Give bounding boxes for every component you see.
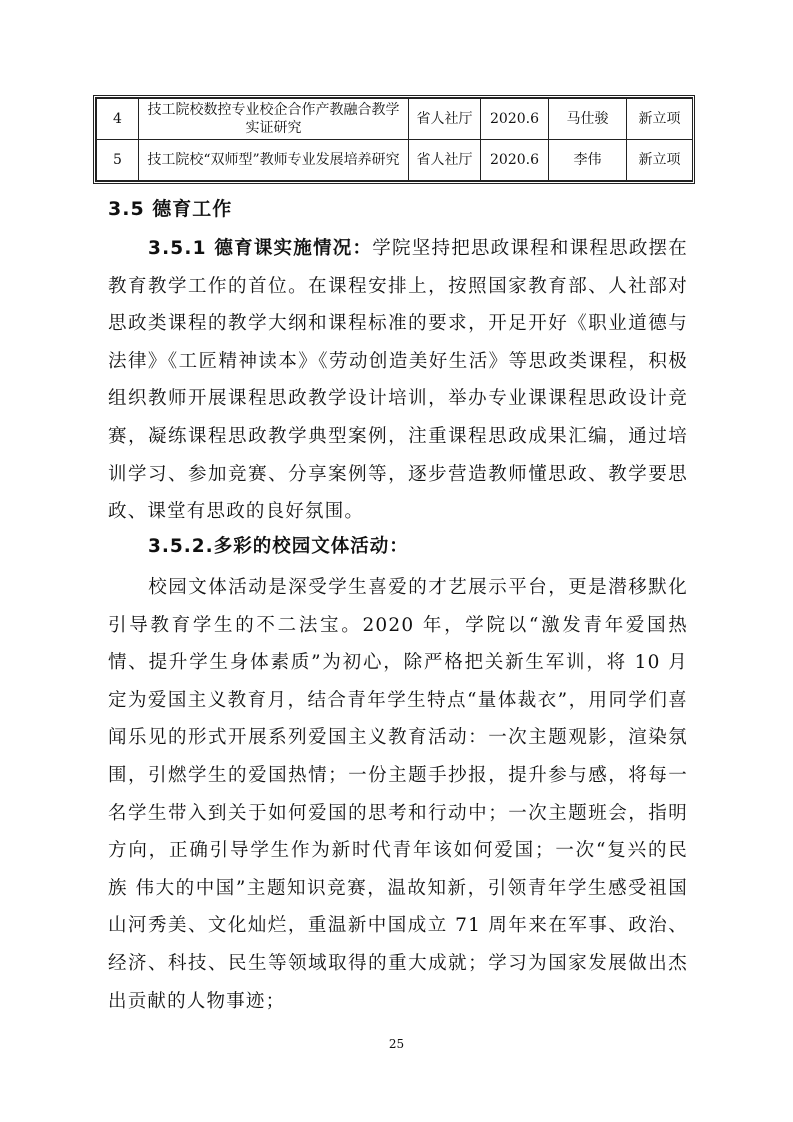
section-heading: 3.5 德育工作: [108, 198, 233, 220]
cell-leader: 马仕骏: [549, 99, 627, 140]
cell-organization: 省人社厅: [409, 140, 481, 181]
cell-leader: 李伟: [549, 140, 627, 181]
paragraph-text: 学院坚持把思政课程和课程思政摆在教育教学工作的首位。在课程安排上，按照国家教育部、人社部对思政类课程的教学大纲和课程标准的要求，开足开好《职业道德与法律》《工匠精神读本》《劳动创造美好生活》等思政类课程，积极组织教师开展课程思政教学设计培训，举办专业课课程思政设计竞赛，凝练课程思政教学典型案例，注重课程思政成果汇编，通过培训学习、参加竞赛、分享案例等，逐步营造教师懂思政、教学要思政、课堂有思政的良好氛围。: [108, 238, 688, 523]
cell-project-name: 技工院校数控专业校企合作产教融合教学实证研究: [139, 99, 409, 140]
paragraph-campus-activities: [108, 569, 688, 1020]
cell-organization: 省人社厅: [409, 99, 481, 140]
page-number: 25: [388, 1037, 405, 1051]
cell-status: 新立项: [627, 99, 693, 140]
cell-date: 2020.6: [481, 99, 549, 140]
paragraph-text: 校园文体活动是深受学生喜爱的才艺展示平台，更是潜移默化引导教育学生的不二法宝。2020 年，学院以“激发青年爱国热情、提升学生身体素质”为初心，除严格把关新生军训，将 10 月定为爱国主义教育月，结合青年学生特点“量体裁衣”，用同学们喜闻乐见的形式开展系列爱国主义教育活动：一次主题观影，渲染氛围，引燃学生的爱国热情；一份主题手抄报，提升参与感，将每一名学生带入到关于如何爱国的思考和行动中；一次主题班会，指明方向，正确引导学生作为新时代青年该如何爱国；一次“复兴的民族 伟大的中国”主题知识竞赛，温故知新，引领青年学生感受祖国山河秀美、文化灿烂，重温新中国成立 71 周年来在军事、政治、经济、科技、民生等领域取得的重大成就；学习为国家发展做出杰出贡献的人物事迹；: [108, 577, 688, 1012]
paragraph-moral-education-courses: [108, 230, 688, 531]
subsection-heading: 3.5.2.多彩的校园文体活动：: [148, 536, 409, 557]
table-row: [97, 99, 693, 140]
cell-project-name: 技工院校“双师型”教师专业发展培养研究: [139, 140, 409, 181]
cell-status: 新立项: [627, 140, 693, 181]
cell-number: 4: [97, 99, 139, 140]
cell-number: 5: [97, 140, 139, 181]
subsection-label: 3.5.1 德育课实施情况：: [148, 238, 373, 259]
projects-table-grid: [96, 98, 693, 181]
cell-date: 2020.6: [481, 140, 549, 181]
table-row: [97, 140, 693, 181]
research-projects-table: [93, 95, 695, 184]
